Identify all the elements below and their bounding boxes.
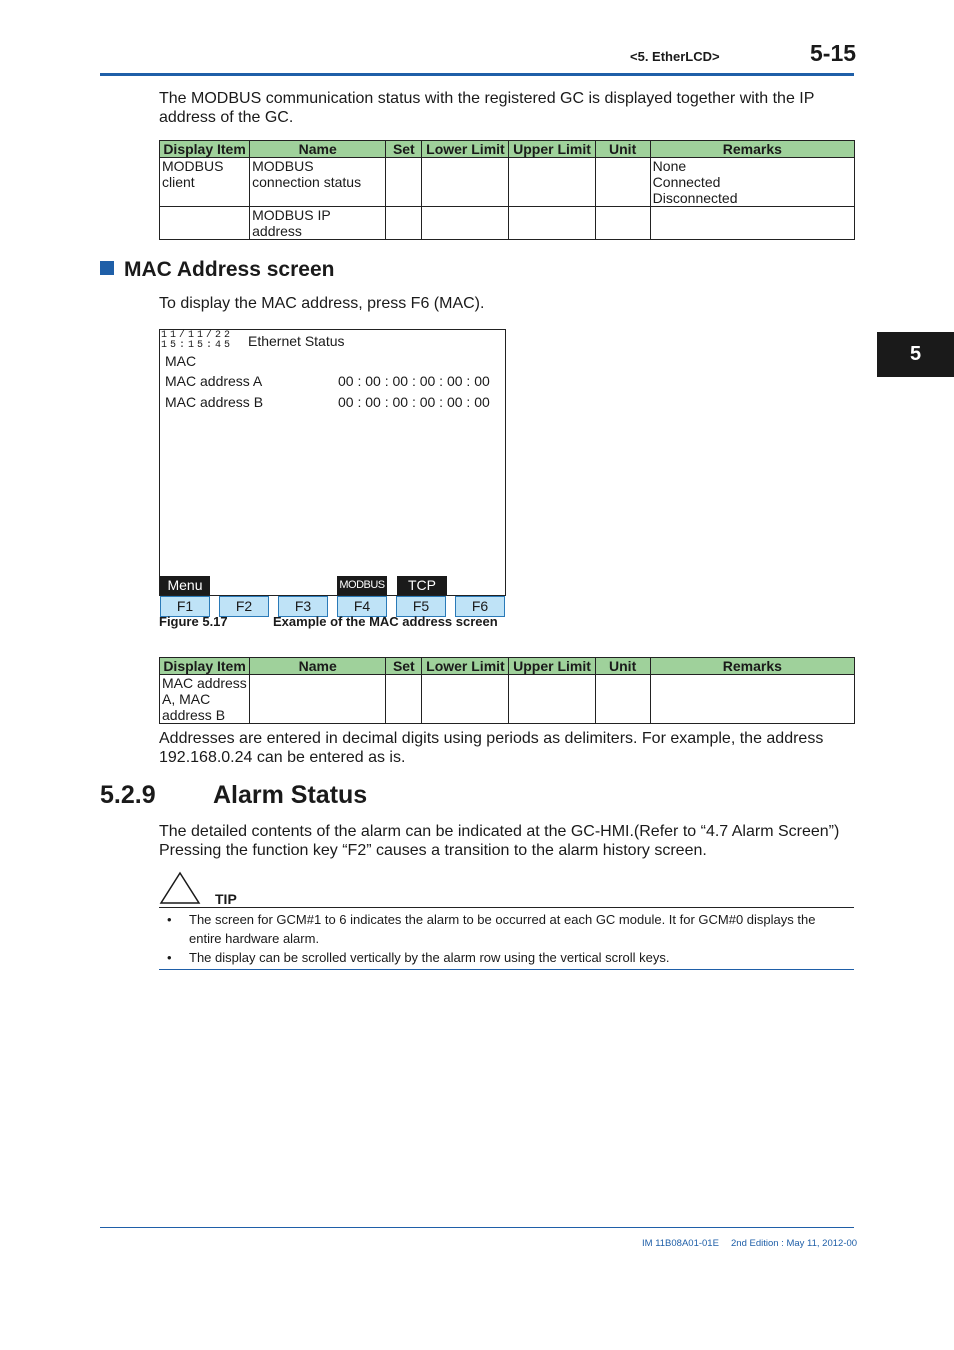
col-remarks: Remarks bbox=[650, 658, 854, 675]
bullet-icon: • bbox=[167, 912, 172, 927]
col-upper-limit: Upper Limit bbox=[509, 141, 595, 158]
header-rule bbox=[100, 73, 854, 76]
tip-top-rule bbox=[159, 907, 854, 908]
col-unit: Unit bbox=[595, 658, 650, 675]
f2-key[interactable]: F2 bbox=[219, 596, 269, 617]
section-title: Alarm Status bbox=[213, 781, 368, 809]
cell-unit bbox=[595, 675, 650, 724]
cell-upper-limit bbox=[509, 207, 595, 240]
mac-section-title: MAC Address screen bbox=[124, 258, 335, 281]
modbus-status-table bbox=[159, 140, 855, 240]
cell-set bbox=[386, 158, 422, 207]
cell-name: MODBUS IP address bbox=[250, 207, 386, 240]
figure-number: Figure 5.17 bbox=[159, 614, 228, 629]
tcp-softkey[interactable]: TCP bbox=[397, 576, 447, 595]
mac-intro: To display the MAC address, press F6 (MAC). bbox=[159, 295, 485, 312]
cell-display-item: MODBUS client bbox=[160, 158, 250, 207]
mac-note-paragraph: Addresses are entered in decimal digits using periods as delimiters. For example, the address 192.168.0.24 can be entered as is. bbox=[159, 730, 824, 766]
screen-title: Ethernet Status bbox=[248, 333, 345, 349]
alarm-paragraph: The detailed contents of the alarm can be indicated at the GC-HMI.(Refer to “4.7 Alarm Screen”) Pressing the function key “F2” causes a transition to the alarm history screen. bbox=[159, 823, 840, 859]
screen-date: 11/11/22 bbox=[161, 330, 234, 341]
col-remarks: Remarks bbox=[650, 141, 854, 158]
table-row bbox=[160, 158, 855, 207]
mac-a-value: 00 : 00 : 00 : 00 : 00 : 00 bbox=[338, 373, 490, 389]
cell-name: MODBUS connection status bbox=[250, 158, 386, 207]
footer-edition: 2nd Edition : May 11, 2012-00 bbox=[731, 1238, 858, 1249]
table-row bbox=[160, 675, 855, 724]
cell-unit bbox=[595, 207, 650, 240]
cell-set bbox=[386, 207, 422, 240]
tip-item-text: The screen for GCM#1 to 6 indicates the alarm to be occurred at each GC module. It for GCM#0 displays the entire hardware alarm. bbox=[189, 912, 816, 946]
mac-section-heading bbox=[100, 258, 334, 282]
bullet-icon: • bbox=[167, 950, 172, 965]
tip-item-text: The display can be scrolled vertically by the alarm row using the vertical scroll keys. bbox=[189, 950, 670, 965]
col-lower-limit: Lower Limit bbox=[422, 658, 509, 675]
page-number: 5-15 bbox=[810, 40, 857, 66]
intro-paragraph: The MODBUS communication status with the registered GC is displayed together with the IP address of the GC. bbox=[159, 90, 815, 126]
menu-softkey[interactable]: Menu bbox=[160, 576, 210, 595]
cell-unit bbox=[595, 158, 650, 207]
cell-upper-limit bbox=[509, 675, 595, 724]
col-set: Set bbox=[386, 658, 422, 675]
ethernet-status-screen bbox=[159, 329, 506, 596]
mac-address-table bbox=[159, 657, 855, 724]
f5-key[interactable]: F5 bbox=[396, 596, 446, 617]
tip-bottom-rule bbox=[159, 969, 854, 970]
tip-list bbox=[167, 910, 837, 967]
section-number: 5.2.9 bbox=[100, 781, 156, 809]
square-bullet-icon bbox=[100, 261, 114, 275]
f1-key[interactable]: F1 bbox=[160, 596, 210, 617]
cell-lower-limit bbox=[422, 158, 509, 207]
cell-set bbox=[386, 675, 422, 724]
figure-caption: Example of the MAC address screen bbox=[273, 614, 498, 629]
col-display-item: Display Item bbox=[160, 141, 250, 158]
table-header-row bbox=[160, 658, 855, 675]
cell-display-item: MAC address A, MAC address B bbox=[160, 675, 250, 724]
f6-key[interactable]: F6 bbox=[455, 596, 505, 617]
header-section-label: <5. EtherLCD> bbox=[630, 49, 720, 64]
cell-lower-limit bbox=[422, 675, 509, 724]
cell-remarks bbox=[650, 675, 854, 724]
f4-key[interactable]: F4 bbox=[337, 596, 387, 617]
cell-remarks: None Connected Disconnected bbox=[650, 158, 854, 207]
cell-lower-limit bbox=[422, 207, 509, 240]
list-item bbox=[167, 910, 837, 948]
chapter-tab: 5 bbox=[877, 332, 954, 377]
f3-key[interactable]: F3 bbox=[278, 596, 328, 617]
mac-b-label: MAC address B bbox=[165, 394, 264, 410]
cell-display-item bbox=[160, 207, 250, 240]
mac-b-value: 00 : 00 : 00 : 00 : 00 : 00 bbox=[338, 394, 490, 410]
col-lower-limit: Lower Limit bbox=[422, 141, 509, 158]
col-name: Name bbox=[250, 141, 386, 158]
col-set: Set bbox=[386, 141, 422, 158]
tip-label: TIP bbox=[215, 891, 237, 907]
col-upper-limit: Upper Limit bbox=[509, 658, 595, 675]
modbus-softkey[interactable]: MODBUS bbox=[337, 576, 387, 595]
cell-upper-limit bbox=[509, 158, 595, 207]
col-name: Name bbox=[250, 658, 386, 675]
cell-name bbox=[250, 675, 386, 724]
table-row bbox=[160, 207, 855, 240]
warning-triangle-icon bbox=[159, 871, 201, 905]
col-display-item: Display Item bbox=[160, 658, 250, 675]
list-item bbox=[167, 948, 837, 967]
screen-mode: MAC bbox=[165, 353, 197, 369]
footer-rule bbox=[100, 1227, 854, 1228]
screen-time: 15:15:45 bbox=[161, 340, 234, 351]
footer-doc-number: IM 11B08A01-01E bbox=[642, 1238, 719, 1249]
col-unit: Unit bbox=[595, 141, 650, 158]
table-header-row bbox=[160, 141, 855, 158]
mac-a-label: MAC address A bbox=[165, 373, 263, 389]
cell-remarks bbox=[650, 207, 854, 240]
